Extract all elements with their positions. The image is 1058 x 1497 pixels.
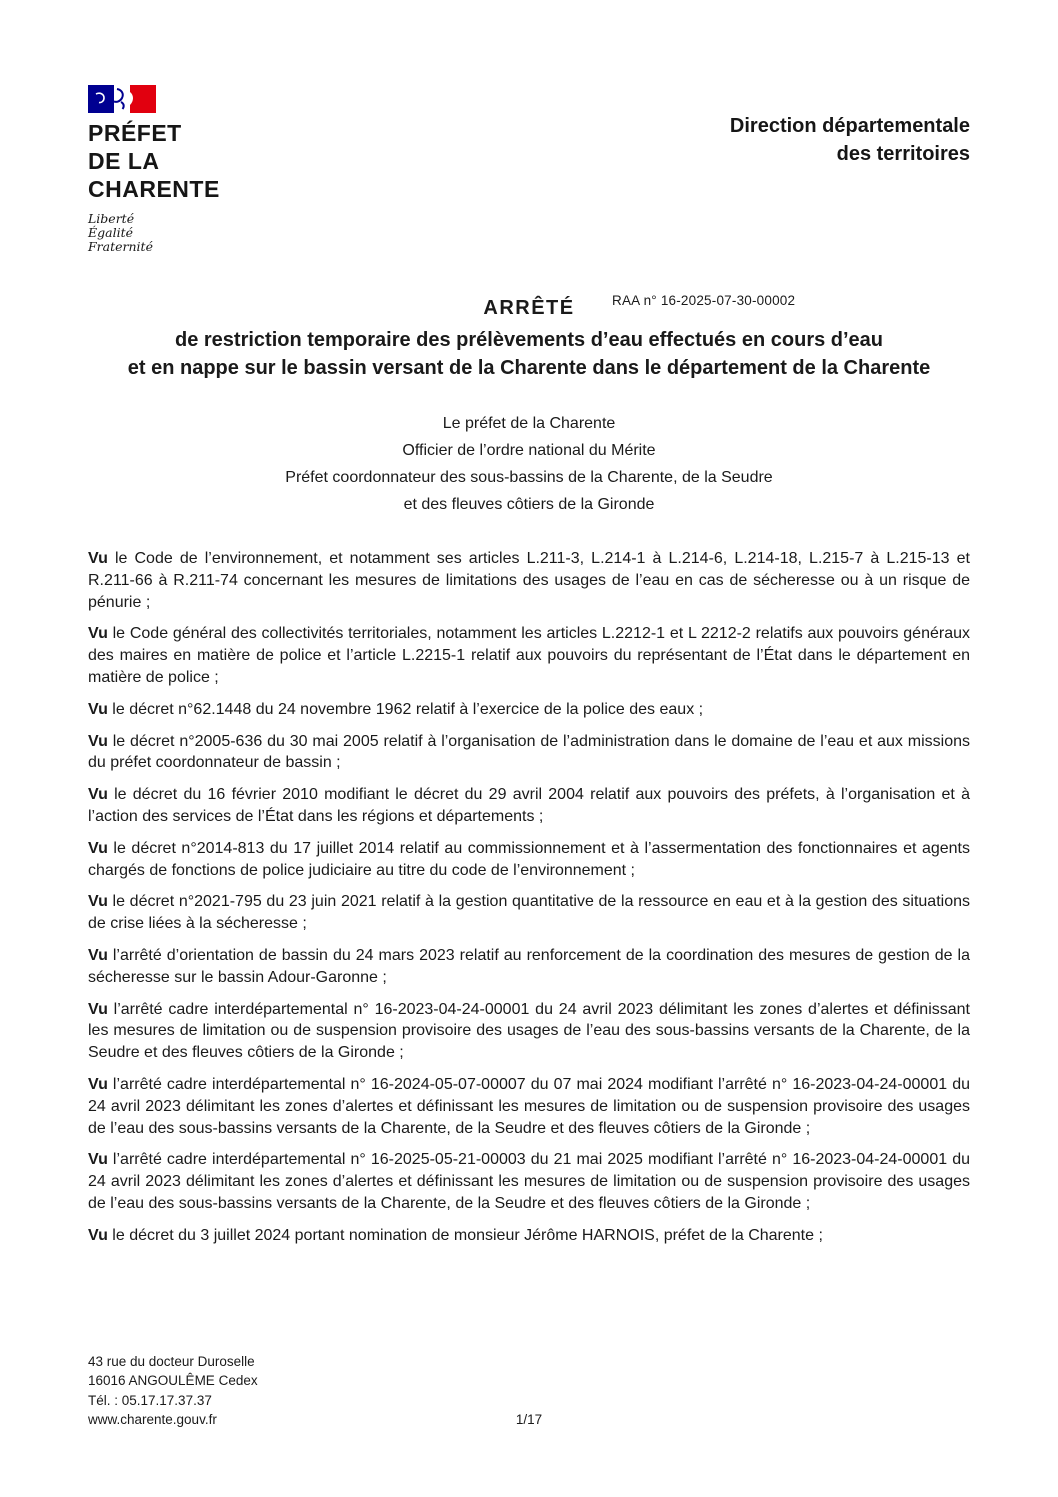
recital-paragraph [88,1074,970,1139]
recital-paragraph [88,699,970,721]
recital-text: l’arrêté cadre interdépartemental n° 16-2025-05-21-00003 du 21 mai 2025 modifiant l’arrêté n° 16-2023-04-24-00001 du 24 avril 2023 délimitant les zones d’alertes et définissant les mesures de limitation ou de suspension provisoire des usages de l’eau des sous-bassins versants de la Charente, de la Seudre et des fleuves côtiers de la Gironde ; [88,1151,970,1212]
vu-lead: Vu [88,625,108,643]
prefecture-name-line: DE LA [88,148,160,174]
direction-title-line: Direction départementale [729,115,970,137]
vu-lead: Vu [88,1226,108,1244]
recital-paragraph [88,891,970,935]
vu-lead: Vu [88,1000,108,1018]
document-title: ARRÊTÉ [483,297,575,319]
vu-lead: Vu [88,946,108,964]
vu-lead: Vu [88,1151,108,1169]
recital-text: le décret du 3 juillet 2024 portant nomination de monsieur Jérôme HARNOIS, préfet de la Charente ; [107,1226,823,1244]
footer-last-row [88,1410,970,1429]
direction-title [730,112,970,168]
recital-text: l’arrêté d’orientation de bassin du 24 mars 2023 relatif au renforcement de la coordination des mesures de gestion de la sécheresse sur le bassin Adour-Garonne ; [88,946,970,986]
direction-title-line: des territoires [836,143,970,165]
preamble [88,412,970,520]
vu-lead: Vu [88,839,108,857]
recital-paragraph [88,623,970,688]
recital-paragraph [88,1149,970,1214]
recital-paragraph [88,999,970,1064]
french-flag-icon [88,85,156,113]
recital-paragraph [88,1225,970,1247]
footer-address-line: 43 rue du docteur Duroselle [88,1354,255,1369]
footer-address-line: 16016 ANGOULÊME Cedex [88,1373,258,1389]
footer [88,1352,970,1429]
preamble-line: Le préfet de la Charente [442,415,616,432]
prefecture-name [88,119,220,203]
vu-lead: Vu [88,893,108,911]
recitals-section [88,548,970,1257]
motto-line: Fraternité [88,239,153,254]
recital-text: le décret du 16 février 2010 modifiant le décret du 29 avril 2004 relatif aux pouvoirs des préfets, à l’organisation et à l’action des services de l’État dans les régions et départements ; [88,786,970,825]
raa-reference-number: RAA n° 16-2025-07-30-00002 [612,293,796,308]
prefecture-logo-block [88,85,220,254]
footer-website: www.charente.gouv.fr [88,1411,217,1427]
prefecture-name-line: PRÉFET [88,120,182,146]
recital-paragraph [88,731,970,775]
recital-text: le décret n°2005-636 du 30 mai 2005 relatif à l’organisation de l’administration dans le domaine de l’eau et aux missions du préfet coordonnateur de bassin ; [88,732,970,772]
motto-line: Égalité [88,225,133,240]
recital-text: le Code général des collectivités territoriales, notamment les articles L.2212-1 et L 2212-2 relatifs aux pouvoirs généraux des maires en matière de police et l’article L.2215-1 relatif aux pouvoirs du représentant de l’État dans le département en matière de police ; [88,625,970,686]
document-subtitle [88,326,970,382]
recital-text: le Code de l’environnement, et notamment ses articles L.211-3, L.214-1 à L.214-6, L.214-18, L.215-7 à L.215-13 et R.211-66 à R.211-74 concernant les mesures de limitations des usages de l’eau en cas de sécheresse ou à un risque de pénurie ; [88,550,970,611]
vu-lead: Vu [88,550,108,567]
document-subtitle-line: et en nappe sur le bassin versant de la Charente dans le département de la Charente [127,357,931,379]
title-row [88,294,970,322]
recital-paragraph [88,945,970,989]
recital-text: l’arrêté cadre interdépartemental n° 16-2023-04-24-00001 du 24 avril 2023 délimitant les zones d’alertes et définissant les mesures de limitation ou de suspension provisoire des usages de l’eau des sous-bassins versants de la Charente, de la Seudre et des fleuves côtiers de la Gironde ; [88,1000,970,1062]
recital-paragraph [88,548,970,613]
title-block [88,294,970,382]
prefecture-name-line: CHARENTE [88,176,220,202]
page-number: 1/17 [515,1411,543,1427]
preamble-line: Préfet coordonnateur des sous-bassins de la Charente, de la Seudre [285,469,773,486]
recital-text: le décret n°62.1448 du 24 novembre 1962 relatif à l’exercice de la police des eaux ; [107,700,704,718]
vu-lead: Vu [88,700,108,718]
preamble-line: Officier de l’ordre national du Mérite [402,442,656,459]
motto-line: Liberté [88,211,135,226]
recital-text: le décret n°2021-795 du 23 juin 2021 relatif à la gestion quantitative de la ressource en eau et à la gestion des situations de crise liées à la sécheresse ; [88,893,970,933]
vu-lead: Vu [88,786,108,804]
preamble-line: et des fleuves côtiers de la Gironde [403,496,655,513]
document-subtitle-line: de restriction temporaire des prélèvements d’eau effectués en cours d’eau [174,329,884,351]
recital-paragraph [88,784,970,828]
vu-lead: Vu [88,732,108,750]
recital-text: le décret n°2014-813 du 17 juillet 2014 relatif au commissionnement et à l’assermentation des fonctionnaires et agents chargés de fonctions de police judiciaire au titre du code de l’environnement ; [88,839,970,879]
republic-motto [88,212,220,254]
footer-address-line: Tél. : 05.17.17.37.37 [88,1392,212,1408]
recital-paragraph [88,838,970,882]
vu-lead: Vu [88,1075,108,1093]
recital-text: l’arrêté cadre interdépartemental n° 16-2024-05-07-00007 du 07 mai 2024 modifiant l’arrêté n° 16-2023-04-24-00001 du 24 avril 2023 délimitant les zones d’alertes et définissant les mesures de limitation ou de suspension provisoire des usages de l’eau des sous-bassins versants de la Charente, de la Seudre et des fleuves côtiers de la Gironde ; [88,1075,970,1137]
